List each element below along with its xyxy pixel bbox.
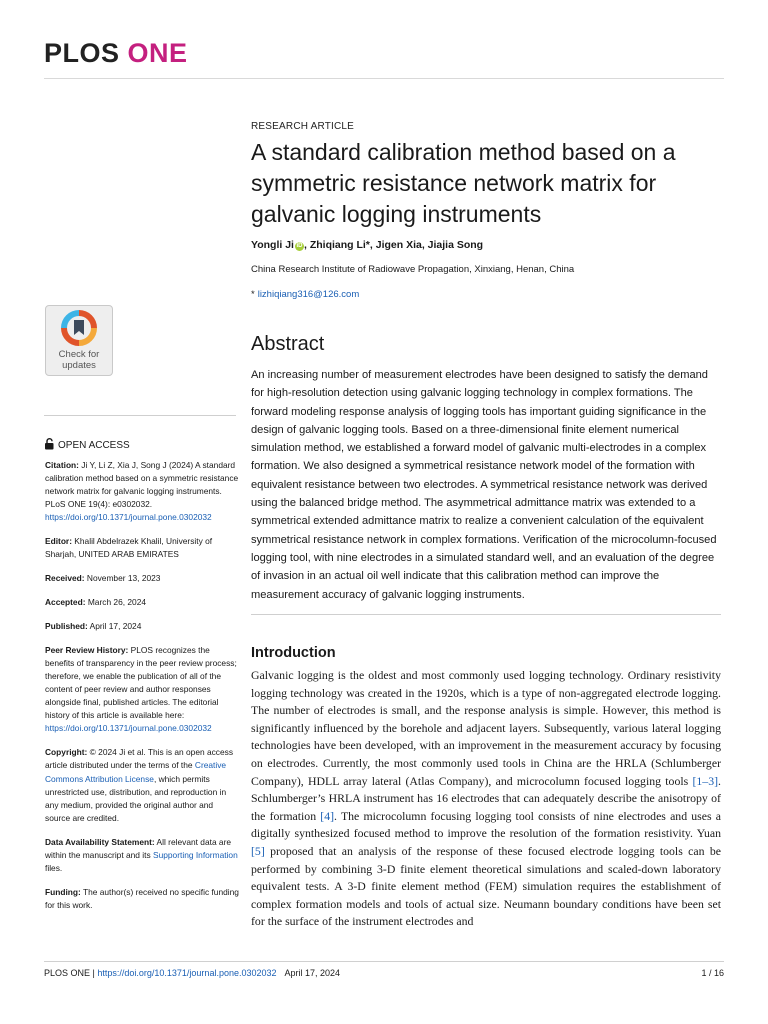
- peer-review-link[interactable]: https://doi.org/10.1371/journal.pone.0302032: [45, 723, 212, 734]
- page-number: 1 / 16: [701, 968, 724, 978]
- footer-doi-link[interactable]: https://doi.org/10.1371/journal.pone.0302032: [97, 968, 277, 978]
- open-lock-icon: [44, 438, 55, 450]
- citation-block: [45, 459, 240, 524]
- article-title: A standard calibration method based on a symmetric resistance network matrix for galvanic logging instruments: [251, 139, 676, 227]
- abstract-body: An increasing number of measurement electrodes have been designed to satisfy the demand for high-resolution detection using galvanic logging technology in complex formations. The forward modeling response analysis of logging tools has important guiding significance in the design of galvanic logging tools. Based on a three-dimensional finite element numerical simulation method, we established a forward model of galvanic multi-electrodes in a complex formation. We also designed a symmetrical resistance network model of the formation with equivalent resistance between two electrodes. A symmetrical resistance network was derived using the balanced bridge method. The asymmetrical admittance matrix was extended to a symmetrical extended admittance matrix to realize a convenient calculation of the equivalent symmetrical resistance network in complex formations. Verification of the microcolumn-focused logging tool, with nine electrodes in a simulated standard well, and an evaluation of the degree of invasion in an actual oil well indicate that this calibration method can improve the measurement accuracy of galvanic logging instruments.: [251, 369, 717, 601]
- email-link[interactable]: lizhiqiang316@126.com: [257, 289, 360, 300]
- editor-block: [45, 535, 240, 561]
- badge-line-2: updates: [62, 360, 96, 371]
- orcid-icon[interactable]: iD: [296, 243, 303, 249]
- copyright-label: Copyright:: [45, 747, 88, 758]
- sidebar-divider: [44, 415, 236, 416]
- badge-line-1: Check for: [58, 349, 100, 360]
- peer-review-label: Peer Review History:: [45, 644, 129, 655]
- logo-plos-text: PLOS: [44, 38, 120, 68]
- editor-label: Editor:: [45, 536, 72, 547]
- abstract-heading: Abstract: [251, 333, 325, 355]
- data-availability-text-1: All relevant data are within the manuscript and its: [45, 836, 232, 860]
- corresponding-star: *: [251, 289, 255, 300]
- copyright-text-1: © 2024 Ji et al. This is an open access article distributed under the terms of the: [45, 747, 234, 771]
- citation-text: Ji Y, Li Z, Xia J, Song J (2024) A standard calibration method based on a symmetric resistance network matrix for galvanic logging instruments. PLoS ONE 19(4): e0302032.: [45, 460, 239, 510]
- open-access-label: [44, 438, 130, 451]
- check-updates-icon: [61, 310, 97, 346]
- intro-text-3: . The microcolumn focusing logging tool consists of nine electrodes and uses a digitally synthesized focused method to improve the resolution of the formation resistivity. Yuan: [251, 808, 721, 841]
- funding-label: Funding:: [45, 886, 81, 897]
- copyright-text-2: , which permits unrestricted use, distribution, and reproduction in any medium, provided the original author and source are credited.: [45, 773, 227, 823]
- peer-review-text: PLOS recognizes the benefits of transparency in the peer review process; therefore, we enable the publication of all of the content of peer review and author responses alongside final, published articles. The editorial history of this article is available here:: [45, 644, 237, 721]
- accepted-text: March 26, 2024: [85, 597, 147, 608]
- received-text: November 13, 2023: [84, 573, 161, 584]
- affiliation: China Research Institute of Radiowave Propagation, Xinxiang, Henan, China: [251, 264, 575, 275]
- author-list: [251, 239, 483, 251]
- intro-text-4: proposed that an analysis of the response of these focused electrode logging tools can be performed by combining 3-D finite element theoretical simulations and scaled-down laboratory equivalent tests. A 3-D finite element method (FEM) simulation requires the establishment of complex formation models and tools of actual size. Neumann boundary conditions have been set for the surface of the instrument electrodes and: [251, 843, 721, 929]
- citation-label: Citation:: [45, 460, 79, 470]
- reference-link-3[interactable]: [5]: [251, 843, 265, 858]
- copyright-block: [45, 746, 240, 825]
- footer: [44, 968, 340, 978]
- intro-text-1: Galvanic logging is the oldest and most commonly used logging technology. Ordinary resistivity logging technology was created in the 1920s, which is a type of non-aggregated electrode logging. The number of electrodes is small, and the response analysis is simple. However, this method is significantly influenced by the borehole and adjacent layers. Subsequently, various lateral logging technologies have been developed, with an improvement in the measurement accuracy by focusing on electrodes. Currently, the most commonly used tools in China are the HRLA (Schlumberger Company), HDLL array lateral (Atlas Company), and microcolumn focused logging tools: [251, 668, 721, 788]
- plos-one-logo[interactable]: [44, 38, 188, 69]
- footer-journal: PLOS ONE |: [44, 968, 98, 978]
- reference-link-1[interactable]: [1–3]: [692, 773, 719, 788]
- author-rest: , Zhiqiang Li*, Jigen Xia, Jiajia Song: [303, 239, 484, 251]
- article-info-sidebar: [45, 459, 240, 923]
- data-availability-text-2: files.: [45, 862, 63, 873]
- introduction-body: [251, 667, 721, 931]
- author-first[interactable]: Yongli Ji: [251, 239, 294, 251]
- citation-doi-link[interactable]: https://doi.org/10.1371/journal.pone.0302032: [45, 512, 212, 523]
- footer-divider: [44, 961, 724, 962]
- data-availability-label: Data Availability Statement:: [45, 836, 155, 847]
- introduction-heading: Introduction: [251, 645, 336, 661]
- accepted-label: Accepted:: [45, 597, 86, 608]
- abstract-divider: [251, 614, 721, 615]
- accepted-block: [45, 596, 240, 609]
- published-text: April 17, 2024: [87, 621, 142, 632]
- received-label: Received:: [45, 573, 85, 584]
- corresponding-email: [251, 289, 359, 300]
- license-link[interactable]: Creative Commons Attribution License: [45, 760, 227, 784]
- data-availability-block: [45, 836, 240, 875]
- editor-text: Khalil Abdelrazek Khalil, University of Sharjah, UNITED ARAB EMIRATES: [45, 536, 213, 560]
- logo-one-text: ONE: [127, 38, 188, 68]
- open-access-text: OPEN ACCESS: [58, 440, 130, 451]
- header-divider: [44, 78, 724, 79]
- published-block: [45, 620, 240, 633]
- intro-text-2: . Schlumberger’s HRLA instrument has 16 electrodes that can adequately describe the anisotropy of the formation: [251, 773, 721, 823]
- published-label: Published:: [45, 621, 88, 632]
- footer-date: April 17, 2024: [284, 968, 341, 978]
- funding-block: [45, 886, 240, 912]
- reference-link-2[interactable]: [4]: [320, 808, 335, 823]
- funding-text: The author(s) received no specific funding for this work.: [45, 886, 239, 910]
- peer-review-block: [45, 644, 240, 736]
- check-for-updates-badge[interactable]: [45, 305, 113, 376]
- article-type: RESEARCH ARTICLE: [251, 121, 355, 132]
- supporting-info-link[interactable]: Supporting Information: [153, 849, 238, 860]
- received-block: [45, 572, 240, 585]
